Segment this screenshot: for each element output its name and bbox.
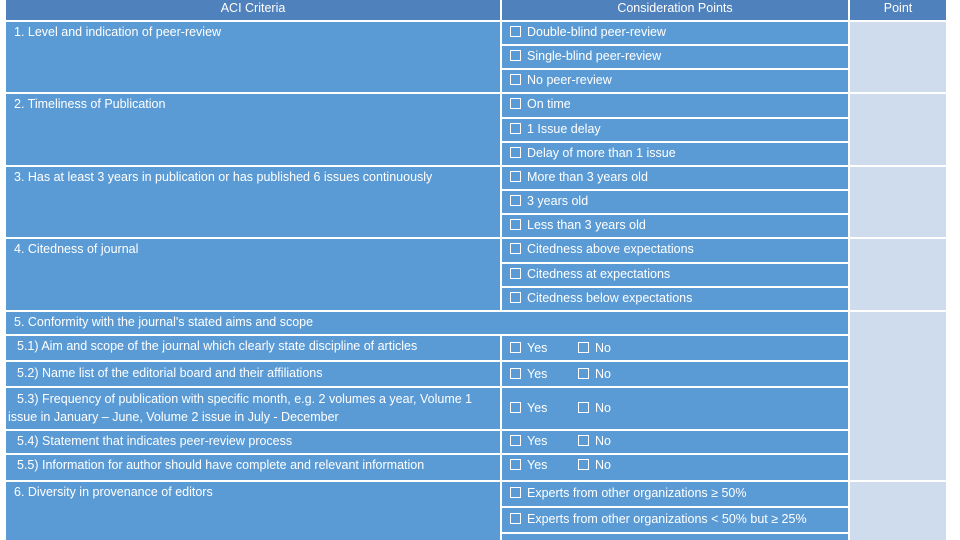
checkbox-icon[interactable] — [510, 195, 521, 206]
criterion-1-option[interactable]: Double-blind peer-review — [502, 22, 848, 44]
criterion-5-5-label: 5.5) Information for author should have complete and relevant information — [6, 455, 500, 480]
checkbox-icon[interactable] — [510, 268, 521, 279]
criterion-1-point-cell[interactable] — [850, 22, 946, 92]
checkbox-icon[interactable] — [578, 459, 589, 470]
checkbox-icon[interactable] — [578, 368, 589, 379]
checkbox-icon[interactable] — [510, 435, 521, 446]
criterion-1-label: 1. Level and indication of peer-review — [6, 22, 500, 92]
checkbox-icon[interactable] — [510, 147, 521, 158]
criterion-2-option[interactable]: On time — [502, 94, 848, 117]
checkbox-icon[interactable] — [510, 171, 521, 182]
checkbox-icon[interactable] — [510, 123, 521, 134]
checkbox-icon[interactable] — [510, 50, 521, 61]
criterion-2-label: 2. Timeliness of Publication — [6, 94, 500, 165]
criterion-5-point-cell[interactable] — [850, 312, 946, 480]
criterion-2-point-cell[interactable] — [850, 94, 946, 165]
checkbox-icon[interactable] — [510, 459, 521, 470]
header-criteria: ACI Criteria — [6, 0, 500, 20]
checkbox-icon[interactable] — [510, 342, 521, 353]
checkbox-icon[interactable] — [510, 368, 521, 379]
criterion-5-4-label: 5.4) Statement that indicates peer-review process — [6, 431, 500, 453]
criterion-3-label: 3. Has at least 3 years in publication or has published 6 issues continuously — [6, 167, 500, 237]
criterion-4-option[interactable]: Citedness above expectations — [502, 239, 848, 262]
criterion-4-option[interactable]: Citedness below expectations — [502, 288, 848, 310]
criterion-5-3-label: 5.3) Frequency of publication with specific month, e.g. 2 volumes a year, Volume 1 issue in January – June, Volume 2 issue in July - December — [6, 388, 500, 429]
criterion-5-4-options: Yes No — [502, 431, 848, 453]
checkbox-icon[interactable] — [578, 435, 589, 446]
checkbox-icon[interactable] — [510, 219, 521, 230]
header-consideration-points: Consideration Points — [502, 0, 848, 20]
checkbox-icon[interactable] — [510, 487, 521, 498]
header-point: Point — [850, 0, 946, 20]
criterion-5-label: 5. Conformity with the journal's stated aims and scope — [6, 312, 848, 334]
criterion-5-2-options: Yes No — [502, 362, 848, 386]
criterion-3-point-cell[interactable] — [850, 167, 946, 237]
checkbox-icon[interactable] — [578, 402, 589, 413]
checkbox-icon[interactable] — [578, 342, 589, 353]
criterion-1-option[interactable]: No peer-review — [502, 70, 848, 92]
checkbox-icon[interactable] — [510, 98, 521, 109]
criterion-3-option[interactable]: 3 years old — [502, 191, 848, 213]
checkbox-icon[interactable] — [510, 74, 521, 85]
criterion-2-option[interactable]: 1 Issue delay — [502, 119, 848, 141]
criterion-3-option[interactable]: Less than 3 years old — [502, 215, 848, 237]
criterion-5-1-label: 5.1) Aim and scope of the journal which clearly state discipline of articles — [6, 336, 500, 360]
criterion-4-label: 4. Citedness of journal — [6, 239, 500, 310]
criterion-6-option-partial — [502, 534, 848, 540]
criterion-5-5-options: Yes No — [502, 455, 848, 480]
criterion-3-option[interactable]: More than 3 years old — [502, 167, 848, 189]
criterion-6-label: 6. Diversity in provenance of editors — [6, 482, 500, 540]
criterion-6-option[interactable]: Experts from other organizations < 50% but ≥ 25% — [502, 508, 848, 532]
checkbox-icon[interactable] — [510, 402, 521, 413]
criterion-5-2-label: 5.2) Name list of the editorial board and their affiliations — [6, 362, 500, 386]
checkbox-icon[interactable] — [510, 243, 521, 254]
criterion-4-point-cell[interactable] — [850, 239, 946, 310]
criterion-6-point-cell[interactable] — [850, 482, 946, 540]
checkbox-icon[interactable] — [510, 26, 521, 37]
criterion-1-option[interactable]: Single-blind peer-review — [502, 46, 848, 68]
checkbox-icon[interactable] — [510, 292, 521, 303]
criterion-5-1-options: Yes No — [502, 336, 848, 360]
criterion-6-option[interactable]: Experts from other organizations ≥ 50% — [502, 482, 848, 506]
checkbox-icon[interactable] — [510, 513, 521, 524]
criterion-5-3-options: Yes No — [502, 388, 848, 429]
criterion-4-option[interactable]: Citedness at expectations — [502, 264, 848, 286]
criterion-2-option[interactable]: Delay of more than 1 issue — [502, 143, 848, 165]
